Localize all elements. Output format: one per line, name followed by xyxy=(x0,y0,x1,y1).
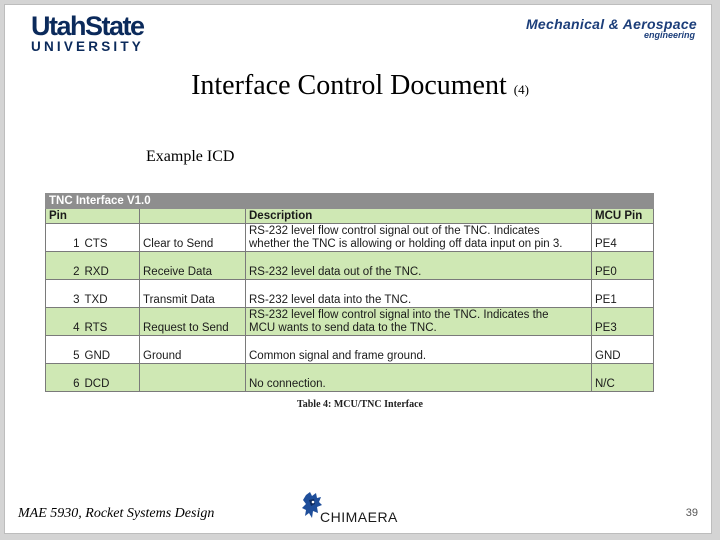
footer-course-name: MAE 5930, Rocket Systems Design xyxy=(18,506,215,521)
usu-logo-subtitle: UNIVERSITY xyxy=(31,39,145,54)
pin-number: 5 xyxy=(46,336,82,364)
description-line: RS-232 level data out of the TNC. xyxy=(249,266,422,278)
table-title: TNC Interface V1.0 xyxy=(46,194,654,209)
mcu-pin: GND xyxy=(592,336,654,364)
slide-title-number: (4) xyxy=(513,82,529,97)
pin-description xyxy=(246,308,592,336)
pin-description xyxy=(246,364,592,392)
table-row xyxy=(46,336,654,364)
pin-name xyxy=(140,364,246,392)
mcu-pin: PE0 xyxy=(592,252,654,280)
pin-name: Receive Data xyxy=(140,252,246,280)
mcu-pin: PE3 xyxy=(592,308,654,336)
pin-name: Ground xyxy=(140,336,246,364)
description-line: whether the TNC is allowing or holding off data input on pin 3. xyxy=(249,238,563,250)
pin-signal: RXD xyxy=(82,252,140,280)
description-line: RS-232 level data into the TNC. xyxy=(249,294,412,306)
description-line: No connection. xyxy=(249,378,326,390)
icd-table xyxy=(45,193,654,392)
usu-logo-wordmark: UtahState xyxy=(31,11,144,41)
mcu-pin: PE4 xyxy=(592,224,654,252)
table-row xyxy=(46,280,654,308)
header-mcu-pin: MCU Pin xyxy=(592,209,654,224)
header-description: Description xyxy=(246,209,592,224)
table-caption-text: Table 4: MCU/TNC Interface xyxy=(296,399,423,410)
chimaera-logo-text: CHIMAERA xyxy=(320,509,398,525)
slide-subtitle: Example ICD xyxy=(146,148,235,165)
pin-signal: CTS xyxy=(82,224,140,252)
mae-logo xyxy=(467,17,697,43)
mae-logo-line1: Mechanical & Aerospace xyxy=(525,16,697,32)
pin-signal: DCD xyxy=(82,364,140,392)
description-line: RS-232 level flow control signal out of the TNC. Indicates xyxy=(249,225,540,237)
mcu-pin: N/C xyxy=(592,364,654,392)
header-blank xyxy=(140,209,246,224)
pin-signal: GND xyxy=(82,336,140,364)
chimaera-logo xyxy=(300,491,420,527)
pin-signal: RTS xyxy=(82,308,140,336)
table-title-row xyxy=(46,194,654,209)
pin-number: 2 xyxy=(46,252,82,280)
table-row xyxy=(46,364,654,392)
pin-description xyxy=(246,280,592,308)
pin-name: Request to Send xyxy=(140,308,246,336)
table-caption xyxy=(0,399,720,410)
pin-number: 6 xyxy=(46,364,82,392)
usu-logo xyxy=(31,13,161,54)
pin-description xyxy=(246,336,592,364)
pin-signal: TXD xyxy=(82,280,140,308)
pin-name: Clear to Send xyxy=(140,224,246,252)
slide-title xyxy=(0,70,720,106)
header-pin: Pin xyxy=(46,209,140,224)
description-line: Common signal and frame ground. xyxy=(249,350,427,362)
table-row xyxy=(46,224,654,252)
table-row xyxy=(46,252,654,280)
pin-number: 3 xyxy=(46,280,82,308)
pin-description xyxy=(246,224,592,252)
description-line: RS-232 level flow control signal into the TNC. Indicates the xyxy=(249,309,549,321)
mae-logo-line2: engineering xyxy=(643,30,695,40)
slide-title-text: Interface Control Document xyxy=(191,70,507,101)
table-row xyxy=(46,308,654,336)
mcu-pin: PE1 xyxy=(592,280,654,308)
pin-number: 4 xyxy=(46,308,82,336)
pin-number: 1 xyxy=(46,224,82,252)
pin-name: Transmit Data xyxy=(140,280,246,308)
page-number: 39 xyxy=(685,507,698,519)
table-header-row xyxy=(46,209,654,224)
pin-description xyxy=(246,252,592,280)
icd-table-container xyxy=(45,193,653,392)
description-line: MCU wants to send data to the TNC. xyxy=(249,322,437,334)
